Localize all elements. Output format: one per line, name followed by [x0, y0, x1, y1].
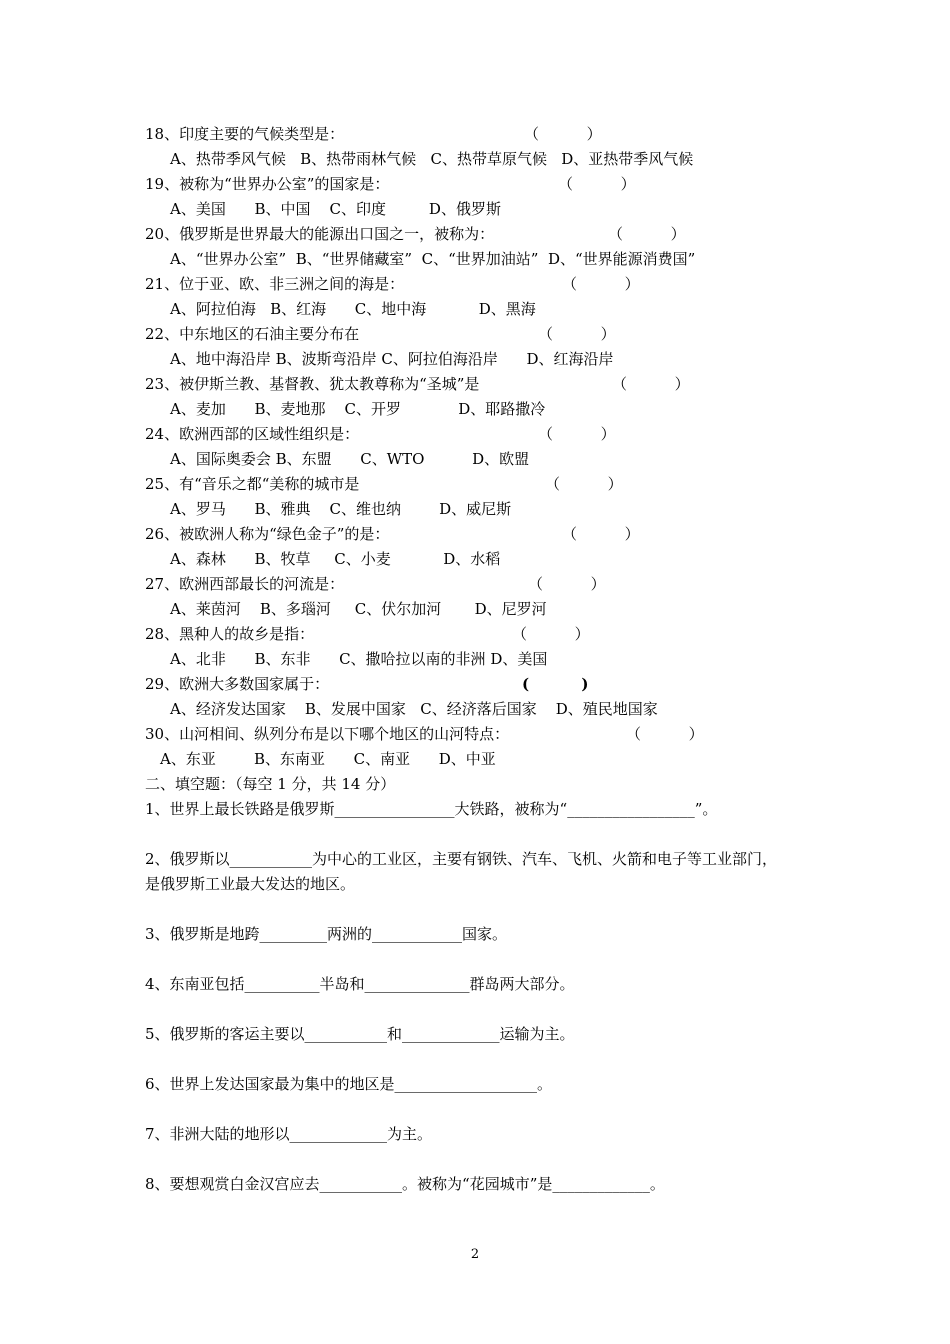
fill-question-4: 4、东南亚包括__________半岛和______________群岛两大部分。: [145, 975, 575, 993]
answer-paren-29: ( ): [522, 675, 589, 693]
page-number: 2: [470, 1247, 480, 1262]
fill-question-2: 2、俄罗斯以___________为中心的工业区，主要有钢铁、汽车、飞机、火箭和电子等工业部门，: [145, 850, 778, 868]
question-18: 18、印度主要的气候类型是：: [145, 125, 345, 143]
options-19: A、美国 B、中国 C、印度 D、俄罗斯: [170, 200, 501, 218]
fill-question-3: 3、俄罗斯是地跨_________两洲的____________国家。: [145, 925, 508, 943]
answer-paren-25: （ ）: [545, 475, 623, 493]
question-27: 27、欧洲西部最长的河流是：: [145, 575, 345, 593]
fill-question-6: 6、世界上发达国家最为集中的地区是___________________。: [145, 1075, 553, 1093]
question-29: 29、欧洲大多数国家属于：: [145, 675, 330, 693]
options-23: A、麦加 B、麦地那 C、开罗 D、耶路撒冷: [170, 400, 546, 418]
answer-paren-28: （ ）: [512, 625, 590, 643]
options-20: A、“世界办公室” B、“世界储藏室” C、“世界加油站” D、“世界能源消费国”: [170, 250, 696, 268]
options-26: A、森林 B、牧草 C、小麦 D、水稻: [170, 550, 501, 568]
answer-paren-23: （ ）: [612, 375, 690, 393]
question-28: 28、黑种人的故乡是指：: [145, 625, 315, 643]
fill-question-7: 7、非洲大陆的地形以_____________为主。: [145, 1125, 433, 1143]
answer-paren-26: （ ）: [562, 525, 640, 543]
options-28: A、北非 B、东非 C、撒哈拉以南的非洲 D、美国: [170, 650, 548, 668]
answer-paren-21: （ ）: [562, 275, 640, 293]
options-22: A、地中海沿岸 B、波斯弯沿岸 C、阿拉伯海沿岸 D、红海沿岸: [170, 350, 614, 368]
fill-question-5: 5、俄罗斯的客运主要以___________和_____________运输为主。: [145, 1025, 575, 1043]
answer-paren-20: （ ）: [608, 225, 686, 243]
fill-question-2-cont: 是俄罗斯工业最大发达的地区。: [145, 875, 356, 893]
answer-paren-30: （ ）: [626, 725, 704, 743]
answer-paren-27: （ ）: [528, 575, 606, 593]
fill-question-8: 8、要想观赏白金汉宫应去___________。被称为“花园城市”是_____________。: [145, 1175, 665, 1193]
options-25: A、罗马 B、雅典 C、维也纳 D、威尼斯: [170, 500, 512, 518]
options-29: A、经济发达国家 B、发展中国家 C、经济落后国家 D、殖民地国家: [170, 700, 658, 718]
answer-paren-24: （ ）: [538, 425, 616, 443]
question-30: 30、山河相间、纵列分布是以下哪个地区的山河特点：: [145, 725, 510, 743]
question-26: 26、被欧洲人称为“绿色金子”的是：: [145, 525, 390, 543]
options-27: A、莱茵河 B、多瑙河 C、伏尔加河 D、尼罗河: [170, 600, 547, 618]
options-24: A、国际奥委会 B、东盟 C、WTO D、欧盟: [170, 450, 530, 468]
answer-paren-19: （ ）: [558, 175, 636, 193]
question-21: 21、位于亚、欧、非三洲之间的海是：: [145, 275, 405, 293]
fill-question-1: 1、世界上最长铁路是俄罗斯________________大铁路，被称为“_________________”。: [145, 800, 718, 818]
question-25: 25、有“音乐之都“美称的城市是: [145, 475, 360, 493]
options-30: A、东亚 B、东南亚 C、南亚 D、中亚: [160, 750, 496, 768]
question-23: 23、被伊斯兰教、基督教、犹太教尊称为“圣城”是: [145, 375, 480, 393]
question-24: 24、欧洲西部的区域性组织是：: [145, 425, 360, 443]
question-19: 19、被称为“世界办公室”的国家是：: [145, 175, 390, 193]
options-21: A、阿拉伯海 B、红海 C、地中海 D、黑海: [170, 300, 536, 318]
question-20: 20、俄罗斯是世界最大的能源出口国之一，被称为：: [145, 225, 495, 243]
question-22: 22、中东地区的石油主要分布在: [145, 325, 360, 343]
answer-paren-22: （ ）: [538, 325, 616, 343]
answer-paren-18: （ ）: [524, 125, 602, 143]
options-18: A、热带季风气候 B、热带雨林气候 C、热带草原气候 D、亚热带季风气候: [170, 150, 694, 168]
section-heading: 二、填空题：（每空 1 分，共 14 分）: [145, 775, 396, 793]
